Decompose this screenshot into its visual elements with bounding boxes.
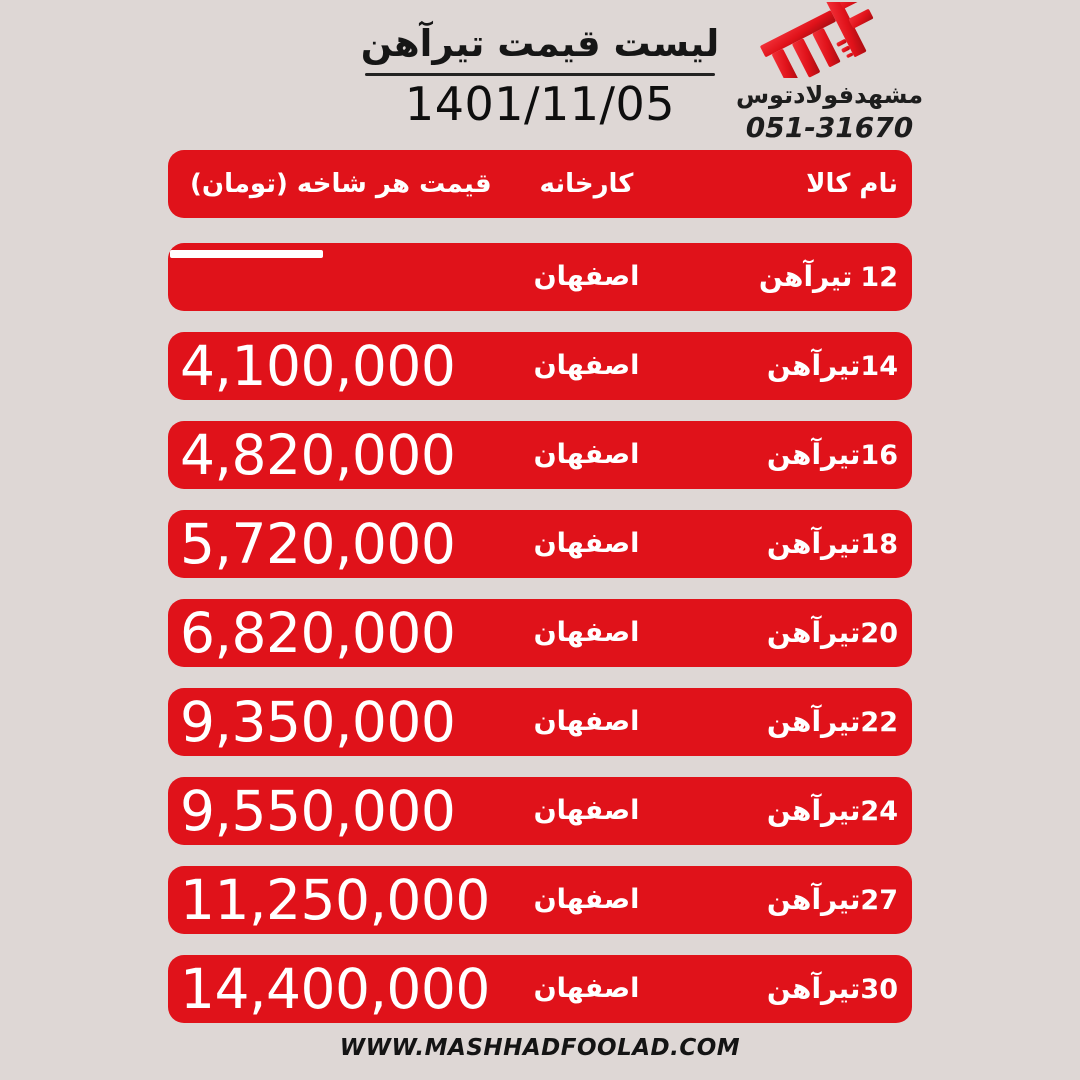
price-value: 11,250,000 — [180, 867, 490, 932]
product-name-word: تیرآهن — [766, 526, 861, 560]
date: 1401/11/05 — [404, 77, 676, 132]
factory-value: اصفهان — [533, 438, 640, 470]
table-row — [168, 955, 912, 1023]
price-value: 6,820,000 — [180, 600, 456, 665]
product-name-word: تیرآهن — [766, 348, 861, 382]
factory-value: اصفهان — [533, 260, 640, 292]
factory-value: اصفهان — [533, 883, 640, 915]
table-row — [168, 866, 912, 934]
factory-value: اصفهان — [533, 616, 640, 648]
page-title: لیست قیمت تیرآهن — [360, 22, 720, 65]
factory-value: اصفهان — [533, 349, 640, 381]
table-row — [168, 688, 912, 756]
factory-value: اصفهان — [533, 527, 640, 559]
product-name-word: تیرآهن — [766, 882, 861, 916]
product-size: 24 — [860, 795, 898, 827]
product-size: 14 — [860, 350, 898, 382]
price-value: 5,720,000 — [180, 511, 456, 576]
price-table — [168, 150, 912, 1023]
product-name — [663, 790, 898, 833]
title-block — [0, 20, 1080, 130]
product-name — [663, 968, 898, 1011]
product-size: 16 — [860, 439, 898, 471]
product-size: 22 — [860, 706, 898, 738]
product-name-word: تیرآهن — [766, 793, 861, 827]
product-name — [663, 434, 898, 477]
title-underline — [365, 73, 715, 76]
product-name — [663, 879, 898, 922]
price-column-header: قیمت هر شاخه (تومان) — [190, 168, 492, 199]
product-name — [663, 345, 898, 388]
product-name — [663, 612, 898, 655]
product-name — [663, 701, 898, 744]
product-name-word: تیرآهن — [766, 704, 861, 738]
product-name-word: تیرآهن — [758, 259, 853, 293]
price-value: 4,100,000 — [180, 333, 456, 398]
brand-name: مشهدفولادتوس — [735, 81, 924, 109]
price-value: 9,550,000 — [180, 778, 456, 843]
product-size: 30 — [860, 973, 898, 1005]
table-row — [168, 421, 912, 489]
product-size: 27 — [860, 884, 898, 916]
price-value: 14,400,000 — [180, 956, 490, 1021]
name-column-header: نام کالا — [806, 168, 898, 199]
product-name-word: تیرآهن — [766, 971, 861, 1005]
factory-value: اصفهان — [533, 705, 640, 737]
product-size: 12 — [860, 261, 898, 293]
table-row — [168, 777, 912, 845]
factory-value: اصفهان — [533, 972, 640, 1004]
table-body — [168, 243, 912, 1023]
factory-column-header: کارخانه — [539, 168, 634, 199]
table-row — [168, 332, 912, 400]
product-name — [663, 523, 898, 566]
table-row — [168, 599, 912, 667]
factory-value: اصفهان — [533, 794, 640, 826]
product-name — [663, 256, 898, 299]
table-row — [168, 510, 912, 578]
product-size: 18 — [860, 528, 898, 560]
table-header-row — [168, 150, 912, 218]
price-value: 4,820,000 — [180, 422, 456, 487]
product-name-word: تیرآهن — [766, 437, 861, 471]
brand-phone: 051-31670 — [745, 111, 914, 144]
website-url: WWW.MASHHADFOOLAD.COM — [339, 1035, 741, 1061]
table-row — [168, 243, 912, 311]
product-name-word: تیرآهن — [766, 615, 861, 649]
no-price-dash — [170, 250, 323, 258]
price-value: 9,350,000 — [180, 689, 456, 754]
product-size: 20 — [860, 617, 898, 649]
